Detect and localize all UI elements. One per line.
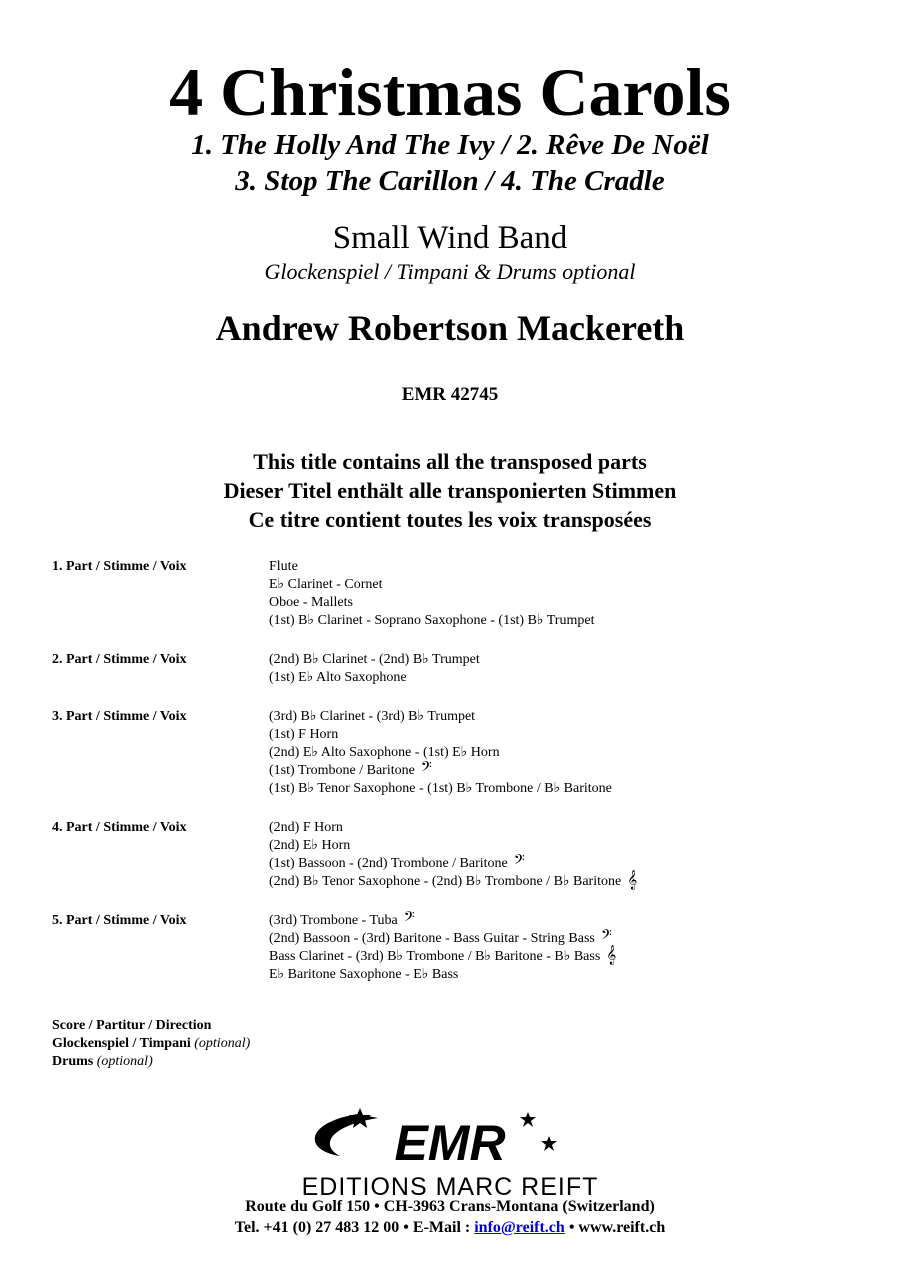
instrument-line: E♭ Clarinet - Cornet <box>269 577 383 592</box>
part-label: 3. Part / Stimme / Voix <box>52 709 187 724</box>
instrument-line: E♭ Baritone Saxophone - E♭ Bass <box>269 967 459 982</box>
composer: Andrew Robertson Mackereth <box>215 308 685 348</box>
treble-clef-icon: 𝄞 <box>627 870 638 889</box>
instrument-line: (1st) B♭ Clarinet - Soprano Saxophone - (1st) B♭ Trumpet <box>269 613 595 628</box>
email-link[interactable]: info@reift.ch <box>474 1219 565 1236</box>
parts-list <box>52 558 872 1005</box>
ensemble: Small Wind Band <box>332 220 568 256</box>
instrument-line: (2nd) B♭ Tenor Saxophone - (2nd) B♭ Trombone / B♭ Baritone 𝄞 <box>269 870 638 889</box>
part-group <box>52 708 872 798</box>
part-label: 2. Part / Stimme / Voix <box>52 652 187 667</box>
publisher-contact: Tel. +41 (0) 27 483 12 00 • E-Mail : info@reift.ch • www.reift.ch <box>234 1219 666 1236</box>
instrument-line: (1st) B♭ Tenor Saxophone - (1st) B♭ Trombone / B♭ Baritone <box>269 781 612 796</box>
instrument-line: Oboe - Mallets <box>269 595 353 610</box>
optional-instruments: Glockenspiel / Timpani & Drums optional <box>264 259 636 284</box>
additional-materials <box>52 1017 250 1071</box>
part-group <box>52 819 872 891</box>
catalog-number: EMR 42745 <box>401 384 499 405</box>
part-group <box>52 909 872 984</box>
instrument-line: (1st) E♭ Alto Saxophone <box>269 670 407 685</box>
notice-french: Ce titre contient toutes les voix transposées <box>248 507 652 532</box>
instrument-line: (2nd) Bassoon - (3rd) Baritone - Bass Guitar - String Bass 𝄢 <box>269 927 612 946</box>
instrument-list <box>269 651 872 687</box>
instrument-line: (2nd) F Horn <box>269 820 343 835</box>
star-icon <box>541 1136 557 1151</box>
part-label: 4. Part / Stimme / Voix <box>52 820 187 835</box>
star-icon <box>520 1112 536 1127</box>
instrument-line: Flute <box>269 559 298 574</box>
instrument-list <box>269 909 872 984</box>
instrument-line: (3rd) Trombone - Tuba 𝄢 <box>269 909 415 928</box>
bass-clef-icon: 𝄢 <box>513 852 525 871</box>
extra-item: Drums (optional) <box>52 1054 153 1069</box>
instrument-line: (2nd) E♭ Alto Saxophone - (1st) E♭ Horn <box>269 745 500 760</box>
instrument-line: (2nd) E♭ Horn <box>269 838 351 853</box>
bass-clef-icon: 𝄢 <box>600 927 612 946</box>
publisher-address: Route du Golf 150 • CH-3963 Crans-Montana (Switzerland) <box>245 1198 655 1215</box>
instrument-line: Bass Clarinet - (3rd) B♭ Trombone / B♭ Baritone - B♭ Bass 𝄞 <box>269 945 617 964</box>
instrument-line: (2nd) B♭ Clarinet - (2nd) B♭ Trumpet <box>269 652 480 667</box>
extra-item: Glockenspiel / Timpani (optional) <box>52 1036 251 1051</box>
instrument-line: (1st) Trombone / Baritone 𝄢 <box>269 759 432 778</box>
instrument-line: (1st) Bassoon - (2nd) Trombone / Baritone 𝄢 <box>269 852 525 871</box>
instrument-list <box>269 558 872 630</box>
extra-item: Score / Partitur / Direction <box>52 1018 212 1033</box>
part-group <box>52 651 872 687</box>
instrument-line: (3rd) B♭ Clarinet - (3rd) B♭ Trumpet <box>269 709 476 724</box>
bass-clef-icon: 𝄢 <box>403 909 415 928</box>
notice-german: Dieser Titel enthält alle transponierten Stimmen <box>223 478 677 503</box>
instrument-list <box>269 708 872 798</box>
treble-clef-icon: 𝄞 <box>606 945 617 964</box>
svg-text:EDITIONS MARC REIFT: EDITIONS MARC REIFT <box>301 1173 599 1200</box>
svg-text:EMR: EMR <box>394 1115 506 1171</box>
part-label: 5. Part / Stimme / Voix <box>52 913 187 928</box>
instrument-line: (1st) F Horn <box>269 727 339 742</box>
part-label: 1. Part / Stimme / Voix <box>52 559 187 574</box>
subtitle-line-2: 3. Stop The Carillon / 4. The Cradle <box>235 165 665 197</box>
part-group <box>52 558 872 630</box>
publisher-logo <box>300 1100 600 1200</box>
bass-clef-icon: 𝄢 <box>420 759 432 778</box>
title: 4 Christmas Carols <box>169 54 731 130</box>
instrument-list <box>269 819 872 891</box>
notice-english: This title contains all the transposed parts <box>253 449 647 474</box>
subtitle-line-1: 1. The Holly And The Ivy / 2. Rêve De Noël <box>191 129 709 161</box>
